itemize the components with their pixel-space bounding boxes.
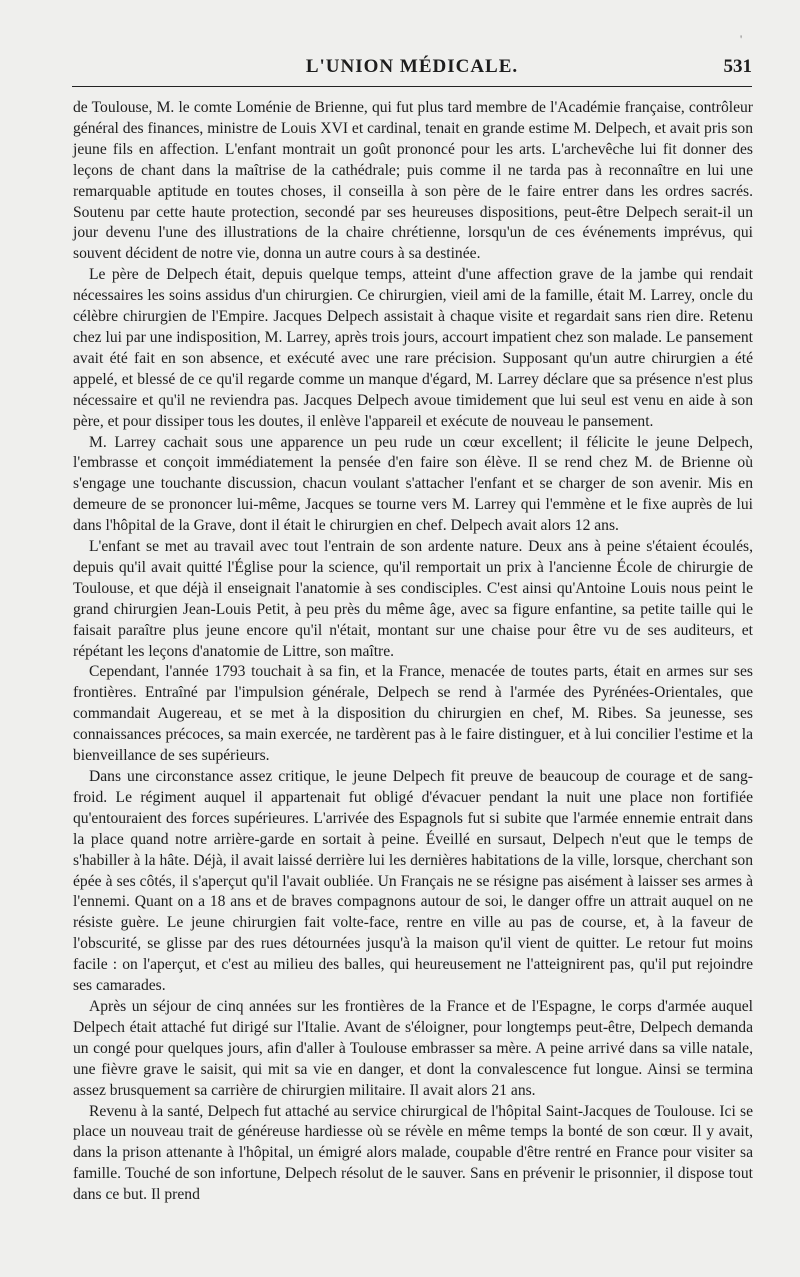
paragraph: Dans une circonstance assez critique, le jeune Delpech fit preuve de beaucoup de courage et de sang-froid. Le régiment auquel il appartenait fut obligé d'évacuer pendant la nuit une place non fortifiée qu'entouraient des forces supérieures. L'arrivée des Espagnols fut si subite que l'armée ennemie entrait dans la place quand notre arrière-garde en sortait à peine. Éveillé en sursaut, Delpech n'eut que le temps de s'habiller à la hâte. Déjà, il avait laissé derrière lui les dernières habitations de la ville, lorsque, cherchant son épée à ses côtés, il s'aperçut qu'il l'avait oubliée. Un Français ne se résigne pas aisément à laisser ses armes à l'ennemi. Quant on a 18 ans et de braves compagnons autour de soi, le danger offre un attrait auquel on ne résiste guère. Le jeune chirurgien fait volte-face, rentre en ville au pas de course, et, à la faveur de l'obscurité, se glisse par des rues détournées jusqu'à la maison qu'il vient de quitter. Le retour fut moins facile : on l'aperçut, et c'est au milieu des balles, qui heureusement ne l'atteignirent pas, qu'il put rejoindre ses camarades.	[73, 768, 753, 995]
paragraph: Revenu à la santé, Delpech fut attaché au service chirurgical de l'hôpital Saint-Jacques de Toulouse. Ici se place un nouveau trait de généreuse hardiesse où se révèle en même temps la bonté de son cœur. Il y avait, dans la prison attenante à l'hôpital, un émigré alors malade, coupable d'être rentré en France pour visiter sa famille. Touché de son infortune, Delpech résolut de le sauver. Sans en prévenir le prisonnier, il dispose tout dans ce but. Il prend	[73, 1102, 753, 1204]
paragraph: M. Larrey cachait sous une apparence un peu rude un cœur excellent; il félicite le jeune Delpech, l'embrasse et conçoit immédiatement la pensée d'en faire son élève. Il se rend chez M. de Brienne où s'engage une touchante discussion, chacun voulant s'attacher l'enfant et se charger de son avenir. Mis en demeure de se prononcer lui-même, Jacques se tourne vers M. Larrey qui l'emmène et le fixe auprès de lui dans l'hôpital de la Grave, dont il était le chirurgien en chef. Delpech avait alors 12 ans.	[73, 433, 753, 535]
running-head	[72, 50, 752, 87]
paragraph: de Toulouse, M. le comte Loménie de Brienne, qui fut plus tard membre de l'Académie française, contrôleur général des finances, ministre de Louis XVI et cardinal, tenait en grande estime M. Delpech, et avait pris son jeune fils en affection. L'enfant montrait un goût prononcé pour les arts. L'archevêche lui fit donner des leçons de chant dans la maîtrise de la cathédrale; puis comme il ne tarda pas à reconnaître en lui une remarquable aptitude en toutes choses, il conseilla à son père de le faire entrer dans les ordres sacrés. Soutenu par cette haute protection, secondé par ses heureuses dispositions, peut-être Delpech serait-il un jour devenu l'une des illustrations de la chaire chrétienne, lorsqu'un de ces événements imprévus, qui souvent décident de notre vie, donna un autre cours à sa destinée.	[73, 99, 753, 263]
paragraph: Après un séjour de cinq années sur les frontières de la France et de l'Espagne, le corps d'armée auquel Delpech était attaché fut dirigé sur l'Italie. Avant de s'éloigner, pour longtemps peut-être, Delpech demanda un congé pour quelques jours, afin d'aller à Toulouse embrasser sa mère. A peine arrivé dans sa ville natale, une fièvre grave le saisit, qui mit sa vie en danger, et dont la convalescence fut longue. Ainsi se termina assez brusquement sa carrière de chirurgien militaire. Il avait alors 21 ans.	[73, 997, 753, 1099]
page-number: 531	[723, 56, 752, 77]
paragraph: Le père de Delpech était, depuis quelque temps, atteint d'une affection grave de la jambe qui rendait nécessaires les soins assidus d'un chirurgien. Ce chirurgien, vieil ami de la famille, était M. Larrey, oncle du célèbre chirurgien de l'Empire. Jacques Delpech assistait à chaque visite et regardait sans rien dire. Retenu chez lui par une indisposition, M. Larrey, après trois jours, accourt impatient chez son malade. Le pansement avait été fait en son absence, et exécuté avec une rare précision. Supposant qu'un autre chirurgien a été appelé, et blessé de ce qu'il regarde comme un manque d'égard, M. Larrey déclare que sa présence n'est plus nécessaire et qu'il ne reviendra pas. Jacques Delpech avoue timidement que lui seul est venu en aide à son père, et pour dissiper tous les doutes, il enlève l'appareil et exécute de nouveau le pansement.	[73, 266, 753, 430]
paragraph: Cependant, l'année 1793 touchait à sa fin, et la France, menacée de toutes parts, était en armes sur ses frontières. Entraîné par l'impulsion générale, Delpech se rend à l'armée des Pyrénées-Orientales, que commandait Augereau, et se met à la disposition du chirurgien en chef, M. Ribes. Sa jeunesse, ses connaissances précoces, sa main exercée, ne tardèrent pas à le faire distinguer, et à lui concilier l'estime et la bienveillance de ses supérieurs.	[73, 663, 753, 765]
article-body	[73, 98, 753, 1206]
paragraph: L'enfant se met au travail avec tout l'entrain de son ardente nature. Deux ans à peine s'étaient écoulés, depuis qu'il avait quitté l'Église pour la science, qu'il remportait un prix à l'ancienne École de chirurgie de Toulouse, et que déjà il enseignait l'anatomie à ses condisciples. C'est ainsi qu'Antoine Louis nous peint le grand chirurgien Jean-Louis Petit, à peu près du même âge, avec sa figure enfantine, sa petite taille qui le faisait paraître plus jeune encore qu'il n'était, montant sur une chaise pour être vu de ses auditeurs, et répétant les leçons d'anatomie de Littre, son maître.	[73, 538, 753, 660]
journal-title: L'UNION MÉDICALE.	[305, 56, 519, 77]
corner-mark: '	[740, 32, 743, 46]
